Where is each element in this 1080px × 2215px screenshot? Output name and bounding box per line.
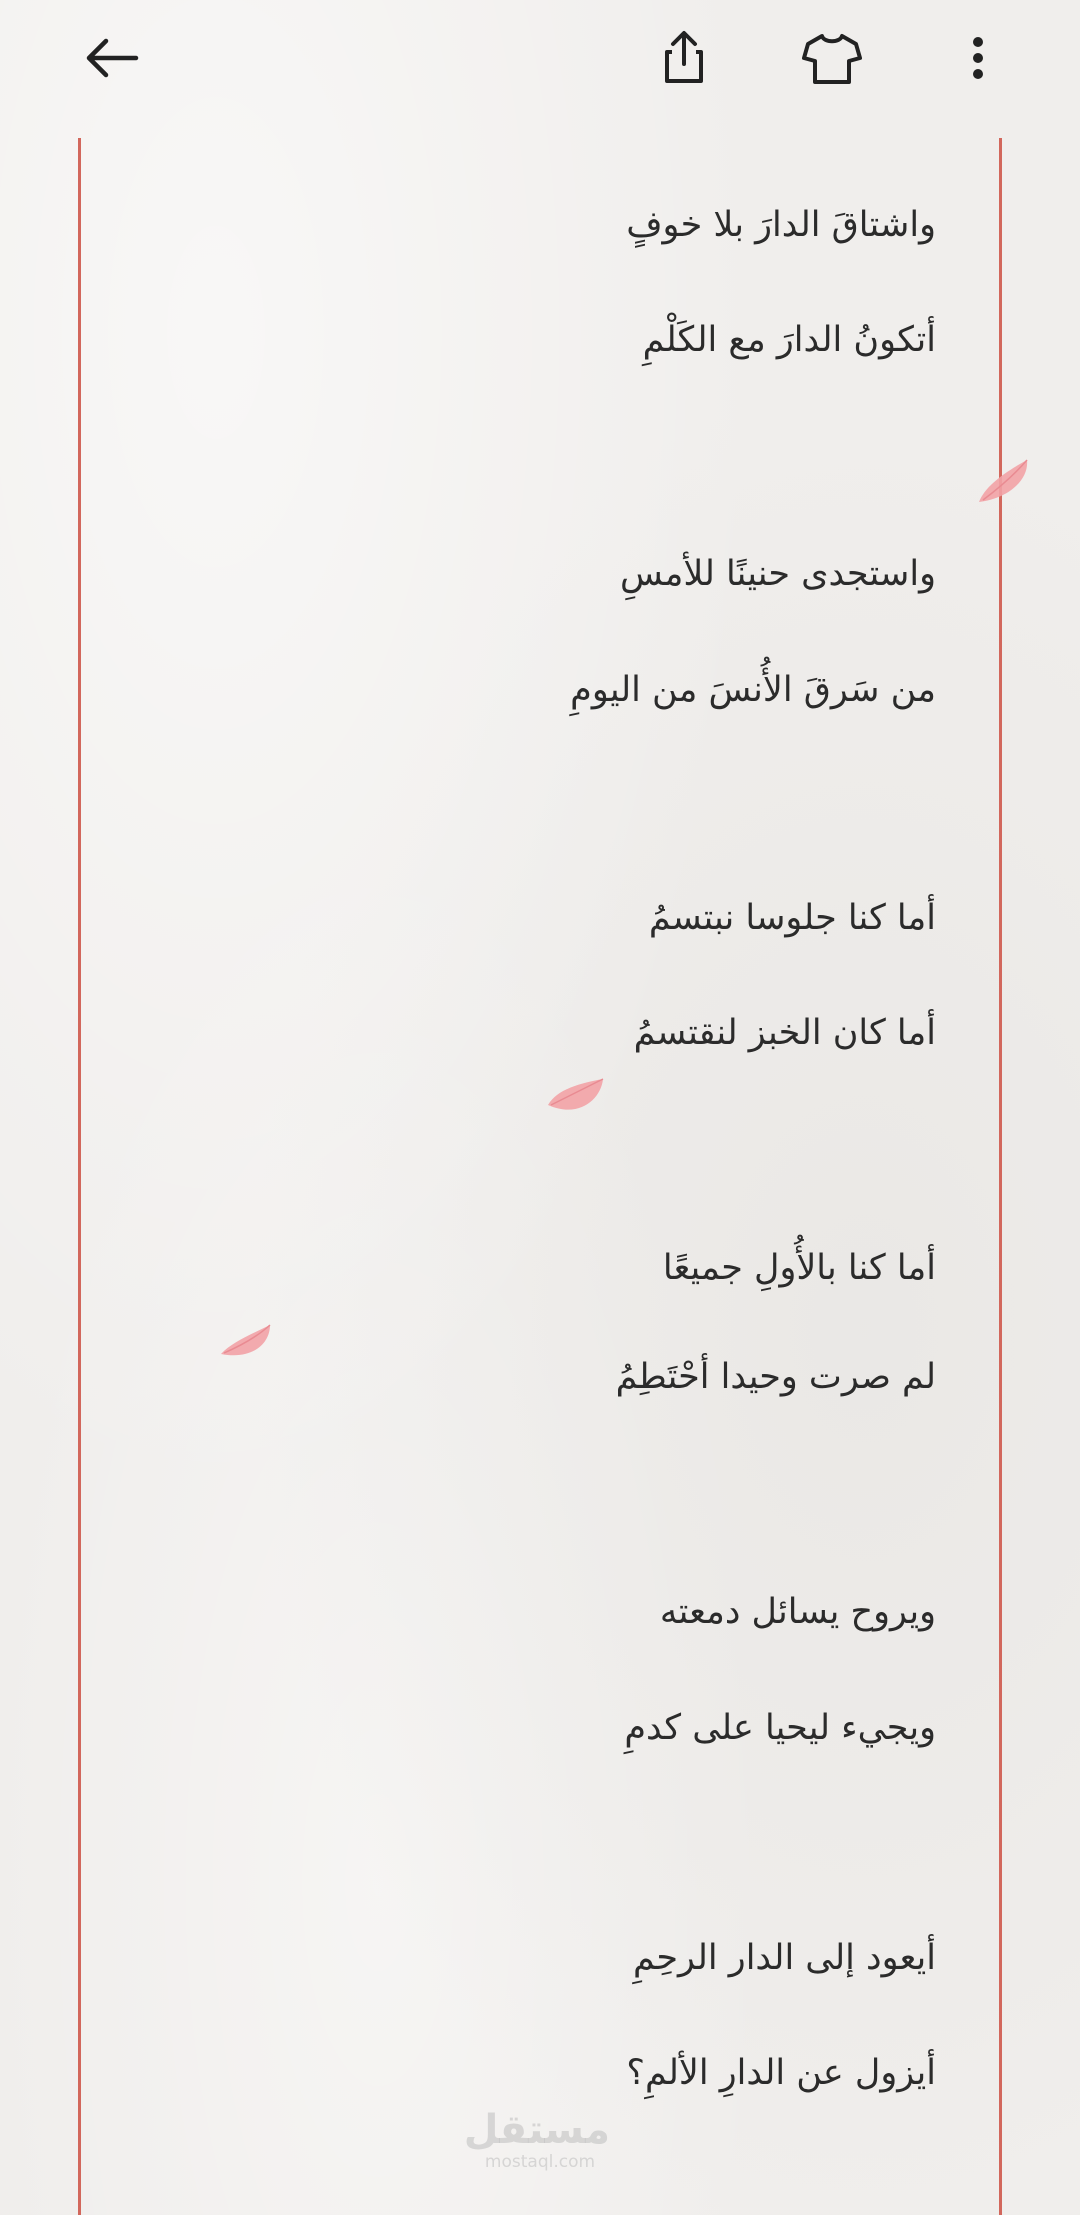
right-margin-line — [999, 138, 1002, 2215]
arrow-left-icon — [80, 26, 144, 90]
poem-line: أتكونُ الدارَ مع الكَلْمِ — [642, 320, 936, 360]
left-margin-line — [78, 138, 81, 2215]
petal-icon — [975, 452, 1035, 512]
theme-button[interactable] — [784, 10, 880, 106]
petal-icon — [218, 1322, 276, 1366]
poem-line: واشتاقَ الدارَ بلا خوفٍ — [626, 205, 936, 245]
poem-line: أما كان الخبز لنقتسمُ — [633, 1013, 936, 1053]
back-button[interactable] — [64, 10, 160, 106]
poem-line: من سَرقَ الأُنسَ من اليومِ — [570, 670, 936, 710]
share-icon — [654, 28, 714, 88]
petal-icon — [545, 1075, 607, 1125]
poem-line: أما كنا بالأُولِ جميعًا — [662, 1248, 936, 1288]
poem-line: ويجيء ليحيا على كدمِ — [624, 1708, 936, 1748]
poem-line: أيزول عن الدارِ الألمِ؟ — [626, 2053, 936, 2093]
watermark-logo — [463, 2107, 610, 2172]
tshirt-icon — [800, 28, 864, 88]
poem-line: أيعود إلى الدار الرحِمِ — [633, 1938, 936, 1978]
poem-line: واستجدى حنينًا للأمسِ — [619, 554, 936, 594]
watermark-title: مستقل — [463, 2107, 610, 2153]
poem-line: أما كنا جلوسا نبتسمُ — [648, 898, 936, 938]
more-options-button[interactable] — [930, 10, 1026, 106]
poem-line: لم صرت وحيدا أحْتَطِمُ — [615, 1357, 936, 1397]
top-toolbar — [0, 0, 1080, 118]
watermark-url: mostaql.com — [484, 2152, 596, 2172]
more-vertical-icon — [966, 28, 990, 88]
share-button[interactable] — [636, 10, 732, 106]
poem-line: ويروح يسائل دمعته — [659, 1592, 936, 1632]
